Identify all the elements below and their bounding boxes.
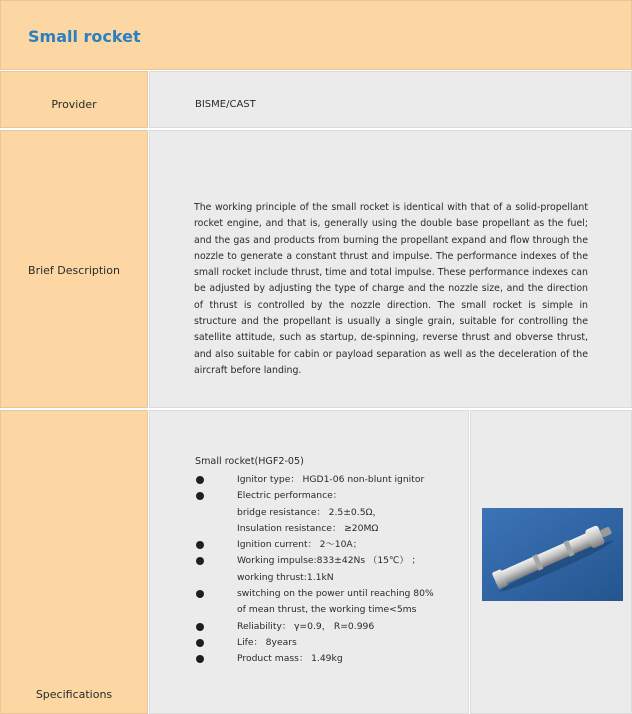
page-title: Small rocket xyxy=(28,27,141,46)
bullet-icon xyxy=(196,655,204,663)
bullet-icon xyxy=(196,623,204,631)
spec-line: Ignitor type： HGD1-06 non-blunt ignitor xyxy=(237,474,425,485)
spec-line: Ignition current： 2～10A； xyxy=(237,539,362,551)
bullet-icon xyxy=(196,590,204,598)
provider-label-cell xyxy=(0,71,148,128)
spec-item xyxy=(195,619,487,635)
bullet-icon xyxy=(196,476,204,484)
rocket-photo xyxy=(482,508,623,601)
provider-value: BISME/CAST xyxy=(195,99,256,110)
spec-line: Electric performance： xyxy=(237,490,342,502)
description-label-cell xyxy=(0,130,148,408)
spec-item xyxy=(195,635,487,651)
spec-line: Insulation resistance： ≥20MΩ xyxy=(237,522,379,534)
specifications-image-cell xyxy=(470,410,632,714)
spec-line: bridge resistance： 2.5±0.5Ω， xyxy=(237,506,382,518)
spec-line: of mean thrust, the working time<5ms xyxy=(237,604,417,616)
header-bar xyxy=(0,0,632,70)
bullet-icon xyxy=(196,639,204,647)
bullet-icon xyxy=(196,557,204,565)
spec-line: Product mass： 1.49kg xyxy=(237,653,343,665)
spec-item xyxy=(195,472,487,488)
provider-label: Provider xyxy=(51,98,97,111)
spec-line: switching on the power until reaching 80% xyxy=(237,588,434,600)
bullet-icon xyxy=(196,492,204,500)
bullet-icon xyxy=(196,541,204,549)
provider-value-cell xyxy=(149,71,632,128)
rocket-icon xyxy=(482,508,623,601)
spec-item xyxy=(195,488,487,537)
description-label: Brief Description xyxy=(28,264,120,277)
spec-item xyxy=(195,553,487,586)
spec-line: working thrust:1.1kN xyxy=(237,571,334,583)
specifications-list-cell xyxy=(149,410,469,714)
description-text: The working principle of the small rocket is identical with that of a solid-propellant rocket engine, and that is, generally using the double base propellant as the fuel; and the gas and products from burning the propellant expand and flow through the nozzle to generate a constant thrust and impulse. The performance indexes of the small rocket include thrust, time and total impulse. These performance indexes can be adjusted by adjusting the type of charge and the nozzle size, and the direction of thrust is controlled by the nozzle direction. The small rocket is simple in structure and the propellant is usually a single grain, suitable for controlling the satellite attitude, such as startup, de-spinning, reverse thrust and obverse thrust, and also suitable for cabin or payload separation as well as the deceleration of the aircraft before landing. xyxy=(194,202,588,376)
spec-line: Working impulse:833±42Ns （15℃） ； xyxy=(237,555,421,567)
spec-item xyxy=(195,586,487,619)
spec-line: Reliability： γ=0.9， R=0.996 xyxy=(237,620,375,632)
spec-list xyxy=(195,472,487,668)
specifications-label-cell xyxy=(0,410,148,714)
spec-line: Life： 8years xyxy=(237,636,297,648)
description-value-cell xyxy=(149,130,632,408)
specifications-label: Specifications xyxy=(35,688,113,701)
spec-title: Small rocket(HGF2-05) xyxy=(195,456,304,467)
spec-item xyxy=(195,537,487,553)
spec-item xyxy=(195,651,487,667)
